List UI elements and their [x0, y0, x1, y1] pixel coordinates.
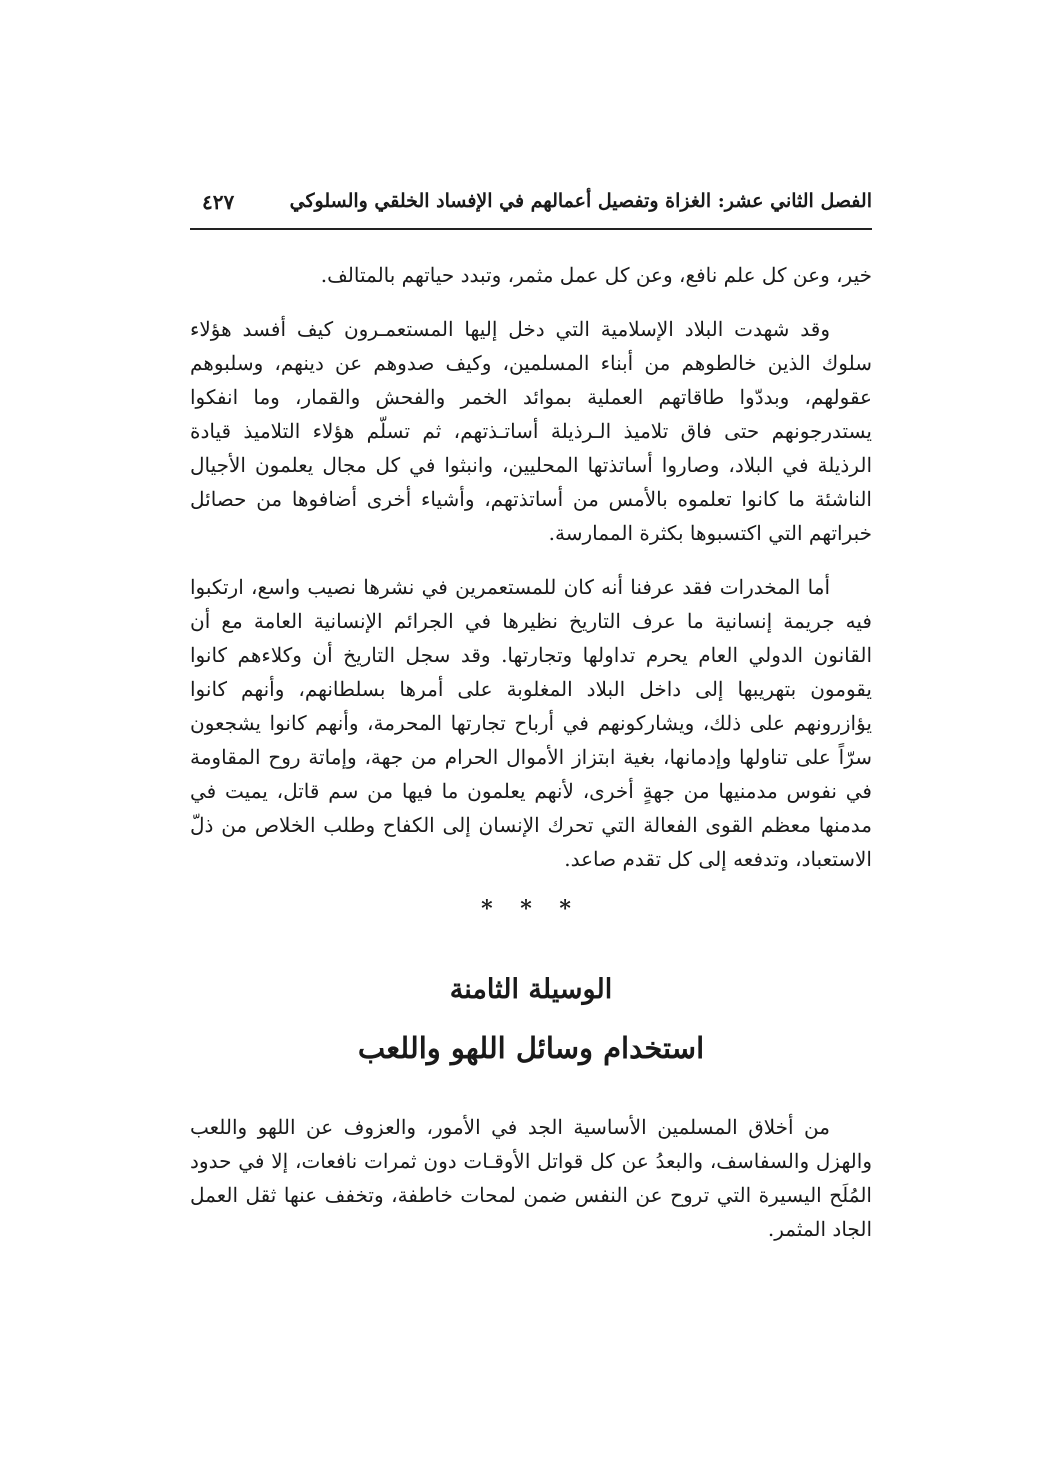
chapter-title: الفصل الثاني عشر: الغزاة وتفصيل أعمالهم في الإفساد الخلقي والسلوكي — [289, 190, 872, 212]
header-divider — [190, 228, 872, 230]
page-number: ٤٢٧ — [202, 190, 235, 214]
section-paragraph: من أخلاق المسلمين الأساسية الجد في الأمور، والعزوف عن اللهو واللعب والهزل والسفاسف، والبعدُ عن كل قواتل الأوقـات دون ثمرات نافعات، إلا في حدود المُلَح اليسيرة التي تروح عن النفس ضمن لمحات خاطفة، وتخفف عنها ثقل العمل الجاد المثمر. — [190, 1115, 872, 1241]
section-subheading: استخدام وسائل اللهو واللعب — [357, 1031, 705, 1065]
running-header — [190, 186, 872, 226]
paragraph: وقد شهدت البلاد الإسلامية التي دخل إليها المستعمـرون كيف أفسد هؤلاء سلوك الذين خالطوهم من أبناء المسلمين، وكيف صدوهم عن دينهم، وسلبوهم عقولهم، وبددّوا طاقاتهم العملية بموائد الخمر والفحش والقمار، وما انفكوا يستدرجونهم حتى فاق تلاميذ الـرذيلة أساتـذتهم، ثم تسلّم هؤلاء التلاميذ قيادة الرذيلة في البلاد، وصاروا أساتذتها المحليين، وانبثوا في كل مجال يعلمون الأجيال الناشئة ما كانوا تعلموه بالأمس من أساتذتهم، وأشياء أخرى أضافوها من حصائل خبراتهم التي اكتسبوها بكثرة الممارسة. — [190, 317, 872, 545]
paragraph: أما المخدرات فقد عرفنا أنه كان للمستعمرين في نشرها نصيب واسع، ارتكبوا فيه جريمة إنسانية ما عرف التاريخ نظيرها في الجرائم الإنسانية العامة مع أن القانون الدولي العام يحرم تداولها وتجارتها. وقد سجل التاريخ أن وكلاءهم كانوا يقومون بتهريبها إلى داخل البلاد المغلوبة على أمرها بسلطانهم، وأنهم كانوا يؤازرونهم على ذلك، ويشاركونهم في أرباح تجارتها المحرمة، وأنهم كانوا يشجعون سرّاً على تناولها وإدمانها، بغية ابتزاز الأموال الحرام من جهة، وإماتة روح المقاومة في نفوس مدمنيها من جهةٍ أخرى، لأنهم يعلمون ما فيها من سم قاتل، يميت في مدمنها معظم القوى الفعالة التي تحرك الإنسان إلى الكفاح وطلب الخلاص من ذلّ الاستعباد، وتدفعه إلى كل تقدم صاعد. — [190, 575, 872, 871]
section-separator: * * * — [481, 896, 581, 922]
page-body — [190, 258, 872, 1246]
paragraph-continuation: خير، وعن كل علم نافع، وعن كل عمل مثمر، وتبدد حياتهم بالمتالف. — [320, 263, 872, 287]
section-heading: الوسيلة الثامنة — [449, 974, 613, 1005]
